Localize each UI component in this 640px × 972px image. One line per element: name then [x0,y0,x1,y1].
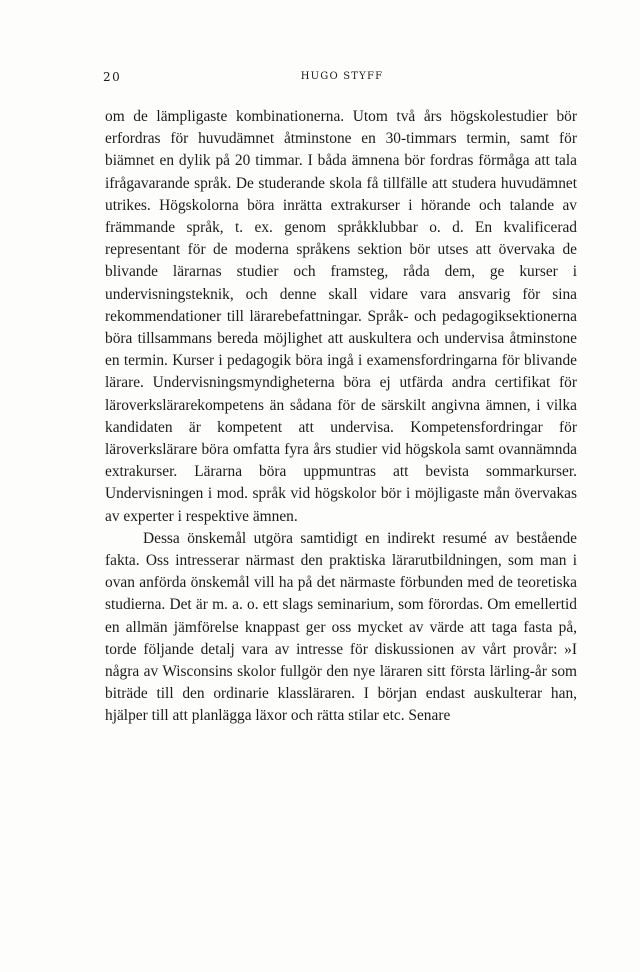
running-title: HUGO STYFF [300,71,384,82]
paragraph: om de lämpligaste kombinationerna. Utom två års högskolestudier bör erfordras för huvudämnet åtminstone en 30-timmars termin, samt för biämnet en dylik på 20 timmar. I båda ämnena bör fordras förmåga att tala ifrågavarande språk. De studerande skola få tillfälle att studera huvudämnet utrikes. Högskolorna böra inrätta extrakurser i hörande och talande av främmande språk, t. ex. genom språkklubbar o. d. En kvalificerad representant för de moderna språkens sektion bör utses att övervaka de blivande lärarnas studier och framsteg, råda dem, ge kurser i undervisningsteknik, och denne skall vidare vara ansvarig för sina rekommendationer till lärarebefattningar. Språk- och pedagogiksektionerna böra tillsammans bereda möjlighet att auskultera och undervisa åtminstone en termin. Kurser i pedagogik böra ingå i examensfordringarna för blivande lärare. Undervisningsmyndigheterna böra ej utfärda andra certifikat för läroverkslärarekompetens än sådana för de särskilt angivna ämnen, i vilka kandidaten är kompetent att undervisa. Kompetensfordringar för läroverkslärare böra omfatta fyra års studier vid högskola samt ovannämnda extrakurser. Lärarna böra uppmuntras att bevista sommarkurser. Undervisningen i mod. språk vid högskolor bör i möjligaste mån övervakas av experter i respektive ämnen. [105,108,577,525]
running-head [103,70,581,88]
body-text [105,106,577,728]
paragraph: Dessa önskemål utgöra samtidigt en indirekt resumé av bestående fakta. Oss intresserar närmast den praktiska lärarutbildningen, som man i ovan anförda önskemål vill ha på det närmaste förbunden med de teoretiska studierna. Det är m. a. o. ett slags seminarium, som förordas. Om emellertid en allmän jämförelse knappast ger oss mycket av värde att taga fasta på, torde följande detalj vara av intresse för diskussionen av vårt provår: »I några av Wisconsins skolor fullgör den nye läraren sitt första lärling-år som biträde till den ordinarie klassläraren. I början endast auskulterar han, hjälper till att planlägga läxor och rätta stilar etc. Senare [105,529,577,725]
page-number: 20 [103,70,122,84]
